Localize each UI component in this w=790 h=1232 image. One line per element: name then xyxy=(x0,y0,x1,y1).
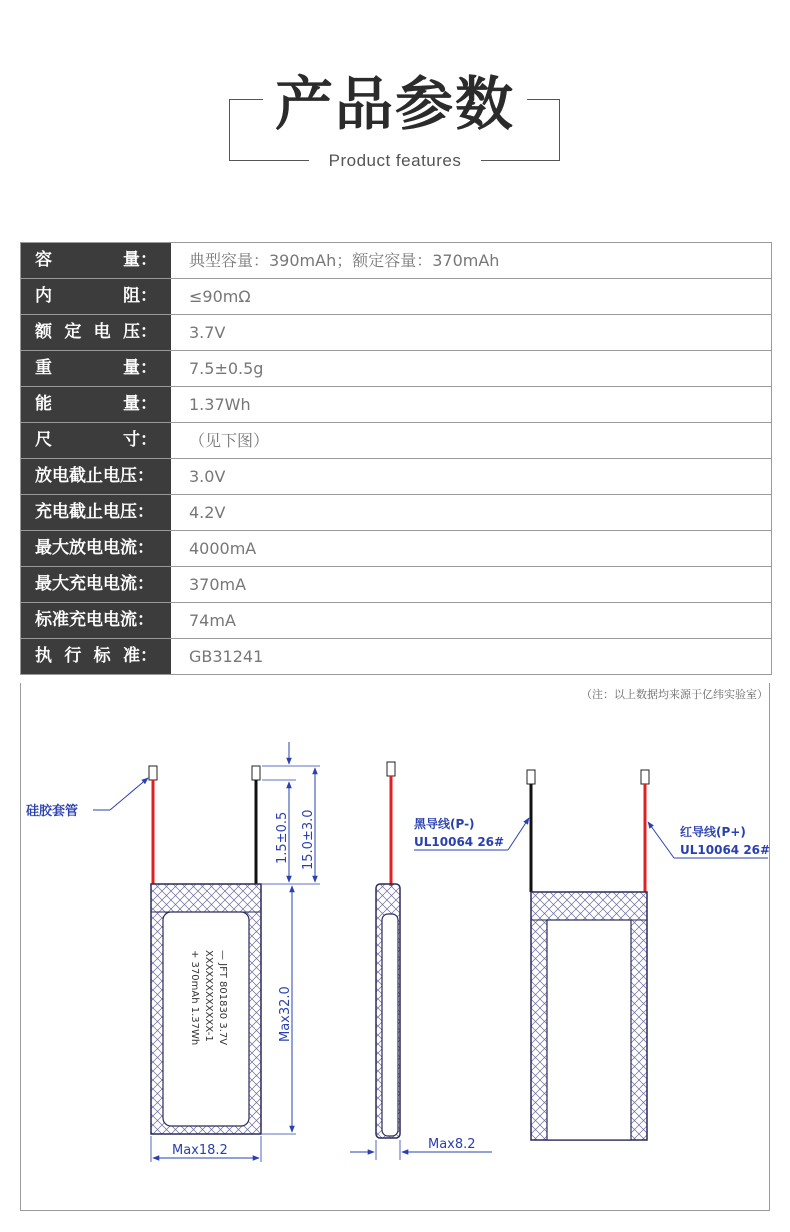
spec-label-part: 最大放电电流： xyxy=(35,538,154,558)
spec-row xyxy=(21,459,771,495)
spec-label-part: 额 xyxy=(35,322,52,342)
sleeve-label: 硅胶套管 xyxy=(26,804,79,819)
spec-label xyxy=(21,315,171,350)
cell-text-line1: — JFT 801830 3.7V xyxy=(217,950,228,1046)
section-heading xyxy=(0,0,790,200)
spec-row xyxy=(21,243,771,279)
cell-text-line2: XXXXXXXXXXXX-1 xyxy=(203,950,214,1042)
spec-value: 74mA xyxy=(171,603,771,638)
spec-label-part: 寸： xyxy=(123,430,157,450)
spec-table xyxy=(20,242,772,675)
spec-value: 370mA xyxy=(171,567,771,602)
spec-label-part: 最大充电电流： xyxy=(35,574,154,594)
cell-text-line3: + 370mAh 1.37Wh xyxy=(189,950,200,1046)
spec-value: 典型容量：390mAh；额定容量：370mAh xyxy=(171,243,771,278)
spec-row xyxy=(21,387,771,423)
spec-label-part: 量： xyxy=(123,358,157,378)
black-wire-label: 黑导线(P-) xyxy=(414,817,475,831)
dim-width: Max18.2 xyxy=(172,1143,228,1158)
spec-label-part: 重 xyxy=(35,358,52,378)
spec-label-part: 压： xyxy=(122,322,157,342)
spec-value: 3.7V xyxy=(171,315,771,350)
spec-label xyxy=(21,531,171,566)
spec-label-part: 量： xyxy=(123,394,157,414)
front-view xyxy=(26,742,320,1162)
spec-label-part: 行 xyxy=(64,646,82,666)
red-wire-spec: UL10064 26# xyxy=(680,843,771,857)
back-view xyxy=(414,770,770,1140)
spec-label-part: 标 xyxy=(93,646,111,666)
spec-row xyxy=(21,639,771,675)
dim-thickness: Max8.2 xyxy=(428,1137,476,1152)
spec-row xyxy=(21,315,771,351)
spec-label-part: 内 xyxy=(35,286,52,306)
spec-label xyxy=(21,423,171,458)
spec-value: ≤90mΩ xyxy=(171,279,771,314)
data-source-note: （注：以上数据均来源于亿纬实验室） xyxy=(581,688,768,701)
spec-label-part: 充电截止电压： xyxy=(35,502,154,522)
spec-value: 1.37Wh xyxy=(171,387,771,422)
spec-label-part: 尺 xyxy=(35,430,52,450)
spec-label-part: 定 xyxy=(64,322,82,342)
spec-label xyxy=(21,243,171,278)
spec-value: GB31241 xyxy=(171,639,771,674)
dim-lead-long: 15.0±3.0 xyxy=(301,809,316,870)
spec-label xyxy=(21,387,171,422)
spec-row xyxy=(21,279,771,315)
spec-label-part: 标准充电电流： xyxy=(35,610,154,630)
dim-length: Max32.0 xyxy=(278,986,293,1042)
page-subtitle: Product features xyxy=(309,146,481,176)
spec-label xyxy=(21,279,171,314)
spec-label xyxy=(21,351,171,386)
spec-row xyxy=(21,531,771,567)
battery-dimension-drawing xyxy=(0,700,790,1220)
spec-row xyxy=(21,603,771,639)
spec-label xyxy=(21,639,171,674)
spec-label-part: 放电截止电压： xyxy=(35,466,154,486)
spec-value: （见下图） xyxy=(171,423,771,458)
page-title: 产品参数 xyxy=(263,62,527,146)
spec-row xyxy=(21,351,771,387)
spec-label-part: 电 xyxy=(93,322,111,342)
spec-row xyxy=(21,567,771,603)
spec-label xyxy=(21,495,171,530)
spec-value: 3.0V xyxy=(171,459,771,494)
spec-row xyxy=(21,495,771,531)
spec-label-part: 能 xyxy=(35,394,52,414)
spec-label-part: 容 xyxy=(35,250,52,270)
spec-row xyxy=(21,423,771,459)
red-wire-label: 红导线(P+) xyxy=(680,825,746,839)
red-lead-tab xyxy=(149,766,157,780)
spec-label-part: 准： xyxy=(122,646,157,666)
spec-label xyxy=(21,603,171,638)
spec-label xyxy=(21,459,171,494)
spec-label xyxy=(21,567,171,602)
black-wire-spec: UL10064 26# xyxy=(414,835,505,849)
spec-value: 7.5±0.5g xyxy=(171,351,771,386)
spec-value: 4000mA xyxy=(171,531,771,566)
black-lead-tab xyxy=(252,766,260,780)
spec-label-part: 阻： xyxy=(123,286,157,306)
spec-label-part: 量： xyxy=(123,250,157,270)
spec-value: 4.2V xyxy=(171,495,771,530)
dim-lead-short: 1.5±0.5 xyxy=(275,811,290,864)
spec-label-part: 执 xyxy=(35,646,52,666)
